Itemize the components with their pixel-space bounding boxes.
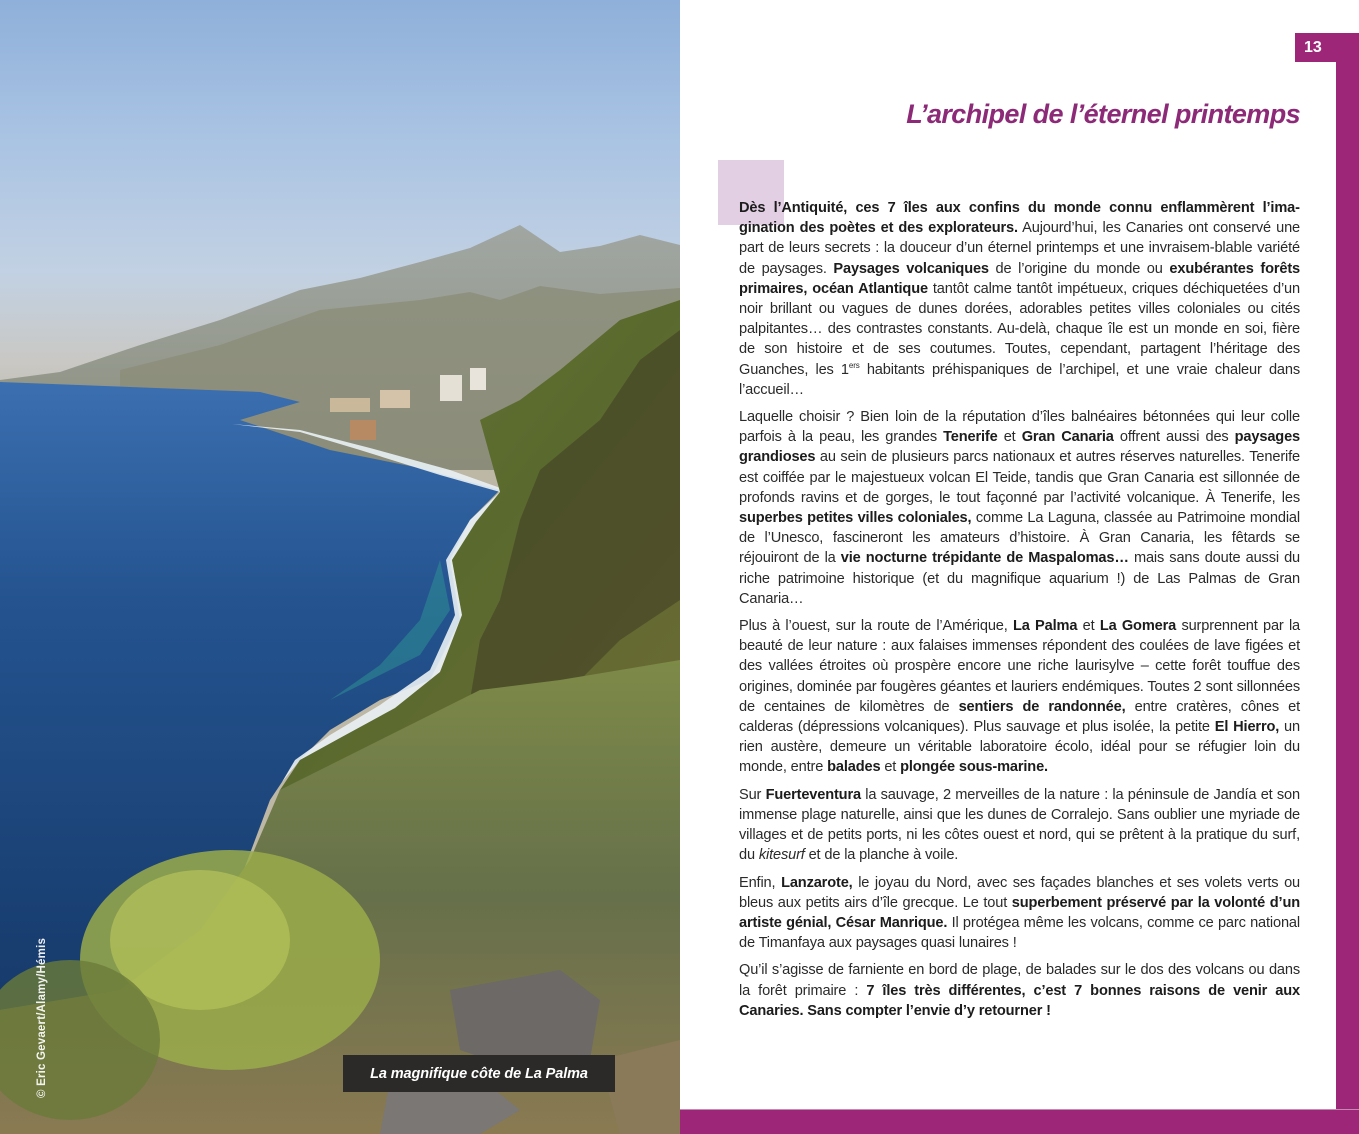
page-number: 13 [1295, 33, 1359, 62]
page-frame-right [1336, 33, 1359, 1134]
body-text-run: Laquelle choisir ? Bien loin de la réputation d’îles balnéaires bétonnées qui leur colle parfois à la peau, les grandes [739, 409, 1300, 446]
body-text-run: Enfin, [739, 874, 782, 891]
body-text-run: et [1077, 618, 1100, 635]
paragraph-intro [739, 198, 1300, 400]
page-title: L’archipel de l’éternel printemps [906, 99, 1300, 129]
emphasis-text: Lanzarote, [781, 874, 853, 891]
body-text-run: Qu’il s’agisse de farniente en bord de plage, de balades sur le dos des volcans ou dans la forêt primaire : [739, 962, 1300, 999]
emphasis-text: 7 îles très différentes, c’est 7 bonnes raisons de venir aux Canaries. Sans compter l’envie d’y retourner ! [739, 982, 1300, 1019]
body-text-run: offrent aussi des [1113, 429, 1235, 446]
body-text-run: la sauvage, 2 merveilles de la nature : la péninsule de Jandía et son immense plage naturelle, ainsi que les dunes de Corralejo. Sans oublier une myriade de villages et de petits ports, ni les côtes ouest et nord, qui se prêtent à la pratique du surf, du [739, 786, 1300, 864]
body-text-run: habitants préhispaniques de l’archipel, et une vraie chaleur dans l’accueil… [739, 361, 1300, 398]
body-text-run: entre cratères, cônes et calderas (dépressions volcaniques). Plus sauvage et plus isolée, la petite [739, 698, 1300, 736]
emphasis-text: superbement préservé par la volonté d’un artiste génial, César Manrique. [739, 894, 1300, 931]
emphasis-text: superbes petites villes coloniales, [739, 510, 972, 527]
body-text-run: Plus à l’ouest, sur la route de l’Amérique, [739, 618, 1013, 635]
body-text-run: Sur [739, 786, 766, 803]
photo-credit: © Eric Gevaert/Alamy/Hémis [36, 937, 48, 1098]
body-text-run: surprennent par la beauté de leur nature : aux falaises immenses répondent des coulées de lave figées et des vallées étroites où prospère encore une riche laurisylve – cette forêt touffue des origines, dominée par fougères géantes et lauriers endémiques. Toutes 2 sont sillonnées de centaines de kilomètres de [739, 618, 1301, 715]
emphasis-text: Fuerteventura [765, 786, 861, 803]
paragraph-tenerife-gran-canaria [739, 407, 1300, 609]
emphasis-text: exubérantes forêts primaires, océan Atlantique [739, 260, 1301, 297]
emphasis-text: paysages grandioses [739, 429, 1300, 466]
article-body [739, 198, 1300, 1028]
paragraph-la-palma-la-gomera [739, 616, 1300, 778]
body-text-run: de l’origine du monde ou [988, 260, 1170, 277]
body-text-run: Aujourd’hui, les Canaries ont conservé une part de leurs secrets : la douceur d’un éternel printemps et une invraisem-blable variété de paysages. [739, 220, 1300, 277]
body-text-run: tantôt calme tantôt impétueux, criques déchiquetées d’un noir brillant ou vagues de dunes dorées, adorables petites villes coloniales ou cités palpitantes… des contrastes constants. Au-delà, chaque île est un monde en soi, fière de son histoire et de ses coutumes. Toutes, cependant, partagent l’héritage des Guanches, les 1 [739, 280, 1300, 378]
body-text-run: au sein de plusieurs parcs nationaux et autres réserves naturelles. Tenerife est coiffée par le majestueux volcan El Teide, tandis que Gran Canaria est sillonnée de profonds ravins et de gorges, le tout façonné par l’activité volcanique. À Tenerife, les [739, 449, 1300, 506]
emphasis-text: Dès l’Antiquité, ces 7 îles aux confins du monde connu enflammèrent l’imagination des poètes et des explorateurs. [739, 200, 1300, 237]
ordinal-suffix: ers [848, 360, 860, 370]
paragraph-lanzarote [739, 873, 1300, 954]
paragraph-fuerteventura [739, 785, 1300, 866]
paragraph-conclusion [739, 960, 1300, 1021]
emphasis-text: vie nocturne trépidante de Maspalomas… [840, 550, 1129, 567]
emphasis-text: Tenerife [943, 429, 998, 446]
body-text-run: Il protégea même les volcans, comme ce parc national de Timanfaya aux paysages quasi lunaires ! [739, 914, 1300, 952]
emphasis-text: plongée sous-marine. [900, 759, 1048, 776]
emphasis-text: La Gomera [1099, 618, 1177, 635]
body-text-run: et [997, 429, 1022, 446]
emphasis-text: La Palma [1013, 618, 1078, 635]
body-text-run: comme La Laguna, classée au Patrimoine mondial de l’Unesco, fascineront les amateurs d’histoire. À Gran Canaria, les fêtards se réjouiront de la [739, 510, 1300, 567]
body-text-run: mais sans doute aussi du riche patrimoine historique (et du magnifique aquarium !) de Las Palmas de Gran Canaria… [739, 550, 1301, 607]
photo-caption: La magnifique côte de La Palma [343, 1055, 615, 1092]
italic-text: kitesurf [758, 847, 805, 864]
body-text-run: le joyau du Nord, avec ses façades blanches et ses volets verts ou bleus aux petits airs d’île grecque. Le tout [739, 874, 1300, 911]
body-text-run: et [880, 759, 901, 776]
emphasis-text: Gran Canaria [1021, 429, 1114, 446]
body-text-run: un rien austère, demeure un véritable laboratoire écolo, idéal pour se réfugier loin du monde, entre [739, 719, 1300, 776]
emphasis-text: Paysages volcaniques [833, 260, 989, 277]
page-frame-bottom [680, 1109, 1359, 1134]
body-text-run: et de la planche à voile. [804, 847, 959, 864]
emphasis-text: balades [827, 759, 881, 776]
emphasis-text: El Hierro, [1214, 719, 1280, 736]
emphasis-text: sentiers de randonnée, [958, 698, 1126, 715]
